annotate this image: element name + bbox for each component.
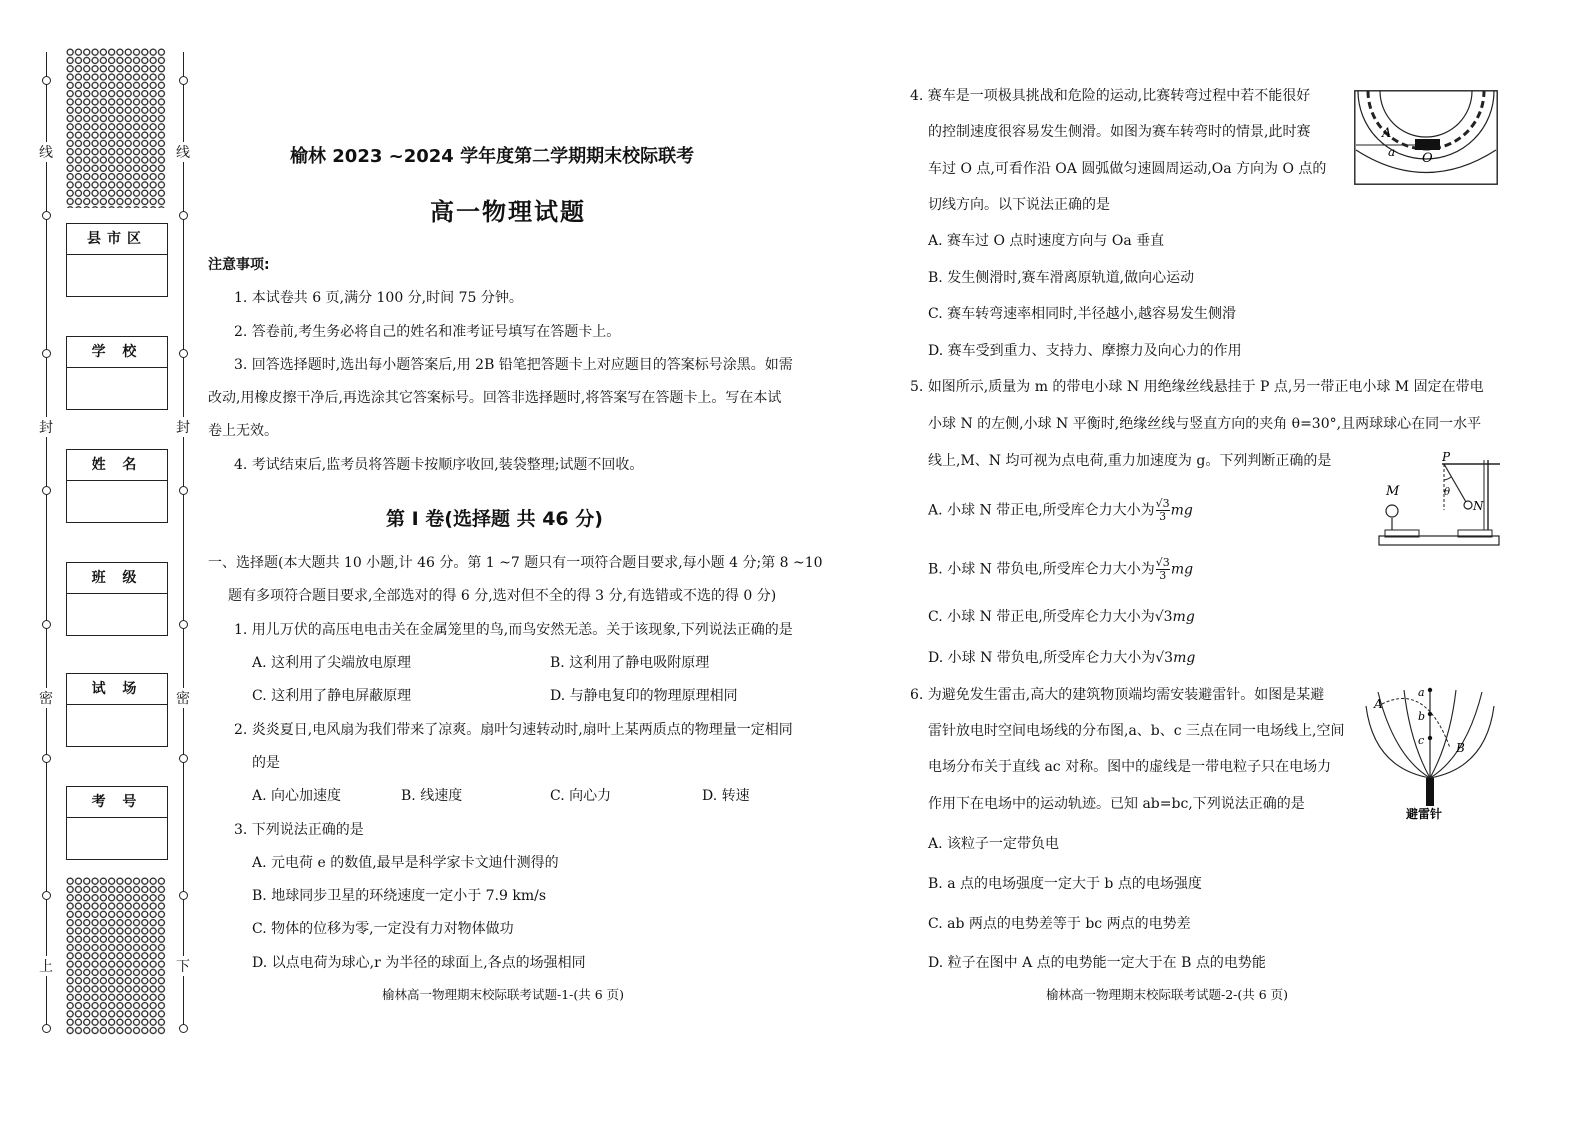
mg: mg: [1170, 502, 1193, 519]
sqrt-three: √3: [1154, 609, 1173, 625]
q2-option-d: D. 转速: [702, 788, 750, 804]
field-school[interactable]: [66, 336, 168, 410]
binding-char: 封: [38, 417, 54, 437]
notice-heading: 注意事项:: [208, 257, 270, 273]
q6-option-d: D. 粒子在图中 A 点的电势能一定大于在 B 点的电势能: [928, 955, 1266, 971]
sqrt-three: √3: [1155, 556, 1170, 569]
q6-label-c: c: [1418, 734, 1425, 747]
field-label: 县市区: [67, 224, 167, 255]
q6-label-A: A: [1374, 697, 1383, 711]
q1-option-a: A. 这利用了尖端放电原理: [252, 655, 412, 671]
seal-dots-bottom: [66, 877, 166, 1035]
notice-line: 2. 答卷前,考生务必将自己的姓名和准考证号填写在答题卡上。: [234, 324, 621, 340]
q5-option-d-text: D. 小球 N 带负电,所受库仑力大小为: [928, 650, 1156, 666]
binding-char: 线: [38, 142, 54, 162]
field-room[interactable]: [66, 673, 168, 747]
q5-label-P: P: [1442, 450, 1451, 464]
sqrt-three: √3: [1155, 497, 1170, 510]
section-title: 第 I 卷(选择题 共 46 分): [386, 508, 603, 530]
binding-hole: [179, 891, 188, 900]
binding-hole: [179, 1024, 188, 1033]
q5-stem: 线上,M、N 均可视为点电荷,重力加速度为 g。下列判断正确的是: [928, 453, 1332, 469]
binding-hole: [179, 76, 188, 85]
part-intro: 一、选择题(本大题共 10 小题,计 46 分。第 1 ~7 题只有一项符合题目要求,每小题 4 分;第 8 ~10: [208, 555, 823, 571]
q3-stem: 3. 下列说法正确的是: [234, 822, 364, 838]
q4-stem: 4. 赛车是一项极具挑战和危险的运动,比赛转弯过程中若不能很好: [910, 88, 1311, 104]
q6-caption: 避雷针: [1406, 807, 1443, 821]
q6-lightning-rod-figure: [1360, 682, 1504, 822]
q5-option-d: [928, 648, 1195, 668]
q6-label-a: a: [1418, 686, 1425, 699]
footer-right: 榆林高一物理期末校际联考试题-2-(共 6 页): [1046, 987, 1289, 1002]
field-label: 考 号: [67, 787, 167, 818]
q1-option-b: B. 这利用了静电吸附原理: [550, 655, 710, 671]
notice-line: 4. 考试结束后,监考员将答题卡按顺序收回,装袋整理;试题不回收。: [234, 457, 644, 473]
q5-label-M: M: [1386, 484, 1400, 499]
q4-stem: 的控制速度很容易发生侧滑。如图为赛车转弯时的情景,此时赛: [928, 124, 1311, 140]
q5-stem: 小球 N 的左侧,小球 N 平衡时,绝缘丝线与竖直方向的夹角 θ=30°,且两球球心在同一水平: [928, 416, 1482, 432]
field-label: 班 级: [67, 563, 167, 594]
q6-option-a: A. 该粒子一定带负电: [928, 836, 1060, 852]
q6-option-c: C. ab 两点的电势差等于 bc 两点的电势差: [928, 916, 1191, 932]
subject-title: 高一物理试题: [430, 198, 586, 226]
binding-line-left: [46, 52, 47, 1032]
denominator: 3: [1159, 569, 1167, 582]
q5-option-c-text: C. 小球 N 带正电,所受库仑力大小为: [928, 609, 1155, 625]
binding-hole: [42, 1024, 51, 1033]
binding-hole: [42, 620, 51, 629]
q5-label-N: N: [1473, 499, 1484, 513]
field-label: 学 校: [67, 337, 167, 368]
q2-stem: 2. 炎炎夏日,电风扇为我们带来了凉爽。扇叶匀速转动时,扇叶上某两质点的物理量一定相同: [234, 722, 793, 738]
field-county[interactable]: [66, 223, 168, 297]
sqrt-three: √3: [1155, 650, 1174, 666]
q6-label-B: B: [1456, 741, 1465, 755]
part-intro: 题有多项符合题目要求,全部选对的得 6 分,选对但不全的得 3 分,有选错或不选的得 0 分): [228, 588, 777, 604]
q2-option-b: B. 线速度: [401, 788, 463, 804]
mg: mg: [1172, 609, 1195, 625]
q5-stem: 5. 如图所示,质量为 m 的带电小球 N 用绝缘丝线悬挂于 P 点,另一带正电小球 M 固定在带电: [910, 379, 1484, 395]
q4-stem: 切线方向。以下说法正确的是: [928, 197, 1110, 213]
binding-hole: [42, 211, 51, 220]
q5-option-b: [928, 557, 1193, 582]
seal-dots-top: [66, 48, 166, 208]
q6-label-b: b: [1418, 710, 1426, 723]
exam-title: 榆林 2023 ~2024 学年度第二学期期末校际联考: [290, 146, 695, 167]
q6-stem: 雷针放电时空间电场线的分布图,a、b、c 三点在同一电场线上,空间: [928, 723, 1345, 739]
field-class[interactable]: [66, 562, 168, 636]
q5-label-theta: θ: [1444, 487, 1451, 498]
q5-option-b-text: B. 小球 N 带负电,所受库仑力大小为: [928, 561, 1155, 578]
q6-stem: 6. 为避免发生雷击,高大的建筑物顶端均需安装避雷针。如图是某避: [910, 687, 1325, 703]
q5-pendulum-figure: [1376, 450, 1502, 550]
fraction: [1156, 557, 1170, 582]
q2-stem: 的是: [252, 755, 280, 771]
q4-label-A: A: [1382, 126, 1392, 141]
q3-option-a: A. 元电荷 e 的数值,最早是科学家卡文迪什测得的: [252, 855, 559, 871]
binding-hole: [42, 76, 51, 85]
q1-option-d: D. 与静电复印的物理原理相同: [550, 688, 738, 704]
notice-line: 卷上无效。: [208, 423, 278, 439]
q1-option-c: C. 这利用了静电屏蔽原理: [252, 688, 412, 704]
notice-line: 改动,用橡皮擦干净后,再选涂其它答案标号。回答非选择题时,将答案写在答题卡上。写在本试: [208, 390, 782, 406]
binding-hole: [179, 486, 188, 495]
footer-left: 榆林高一物理期末校际联考试题-1-(共 6 页): [382, 987, 625, 1002]
q5-option-a-text: A. 小球 N 带正电,所受库仑力大小为: [928, 502, 1155, 519]
notice-line: 1. 本试卷共 6 页,满分 100 分,时间 75 分钟。: [234, 290, 523, 306]
q4-option-c: C. 赛车转弯速率相同时,半径越小,越容易发生侧滑: [928, 306, 1237, 322]
binding-char: 密: [38, 688, 54, 708]
field-name[interactable]: [66, 449, 168, 523]
binding-hole: [42, 486, 51, 495]
q5-option-a: [928, 498, 1193, 523]
q4-option-b: B. 发生侧滑时,赛车滑离原轨道,做向心运动: [928, 270, 1195, 286]
field-label: 试 场: [67, 674, 167, 705]
binding-char: 上: [38, 956, 54, 976]
fraction: [1156, 498, 1170, 523]
q4-label-O: O: [1422, 151, 1433, 166]
denominator: 3: [1159, 510, 1167, 523]
binding-char: 下: [175, 956, 191, 976]
binding-hole: [179, 754, 188, 763]
q6-option-b: B. a 点的电场强度一定大于 b 点的电场强度: [928, 876, 1202, 892]
notice-line: 3. 回答选择题时,选出每小题答案后,用 2B 铅笔把答题卡上对应题目的答案标号涂黑。如需: [234, 357, 793, 373]
binding-hole: [42, 349, 51, 358]
q2-option-a: A. 向心加速度: [252, 788, 342, 804]
q4-option-d: D. 赛车受到重力、支持力、摩擦力及向心力的作用: [928, 343, 1242, 359]
q6-stem: 电场分布关于直线 ac 对称。图中的虚线是一带电粒子只在电场力: [928, 759, 1332, 775]
binding-char: 线: [175, 142, 191, 162]
q5-option-c: [928, 607, 1195, 627]
mg: mg: [1173, 650, 1196, 666]
q4-race-track-figure: [1354, 90, 1498, 185]
mg: mg: [1170, 561, 1194, 578]
q6-stem: 作用下在电场中的运动轨迹。已知 ab=bc,下列说法正确的是: [928, 796, 1305, 812]
q3-option-c: C. 物体的位移为零,一定没有力对物体做功: [252, 921, 514, 937]
field-label: 姓 名: [67, 450, 167, 481]
binding-hole: [179, 349, 188, 358]
binding-hole: [42, 754, 51, 763]
binding-line-right: [183, 52, 184, 1032]
q1-stem: 1. 用儿万伏的高压电电击关在金属笼里的鸟,而鸟安然无恙。关于该现象,下列说法正确的是: [234, 622, 793, 638]
binding-hole: [42, 891, 51, 900]
binding-char: 封: [175, 417, 191, 437]
binding-char: 密: [175, 688, 191, 708]
q4-label-a: a: [1388, 145, 1396, 159]
binding-hole: [179, 620, 188, 629]
q4-stem: 车过 O 点,可看作沿 OA 圆弧做匀速圆周运动,Oa 方向为 O 点的: [928, 161, 1327, 177]
q2-option-c: C. 向心力: [550, 788, 612, 804]
q3-option-d: D. 以点电荷为球心,r 为半径的球面上,各点的场强相同: [252, 955, 586, 971]
field-exam-number[interactable]: [66, 786, 168, 860]
q4-option-a: A. 赛车过 O 点时速度方向与 Oa 垂直: [928, 233, 1165, 249]
q3-option-b: B. 地球同步卫星的环绕速度一定小于 7.9 km/s: [252, 888, 547, 904]
binding-hole: [179, 211, 188, 220]
